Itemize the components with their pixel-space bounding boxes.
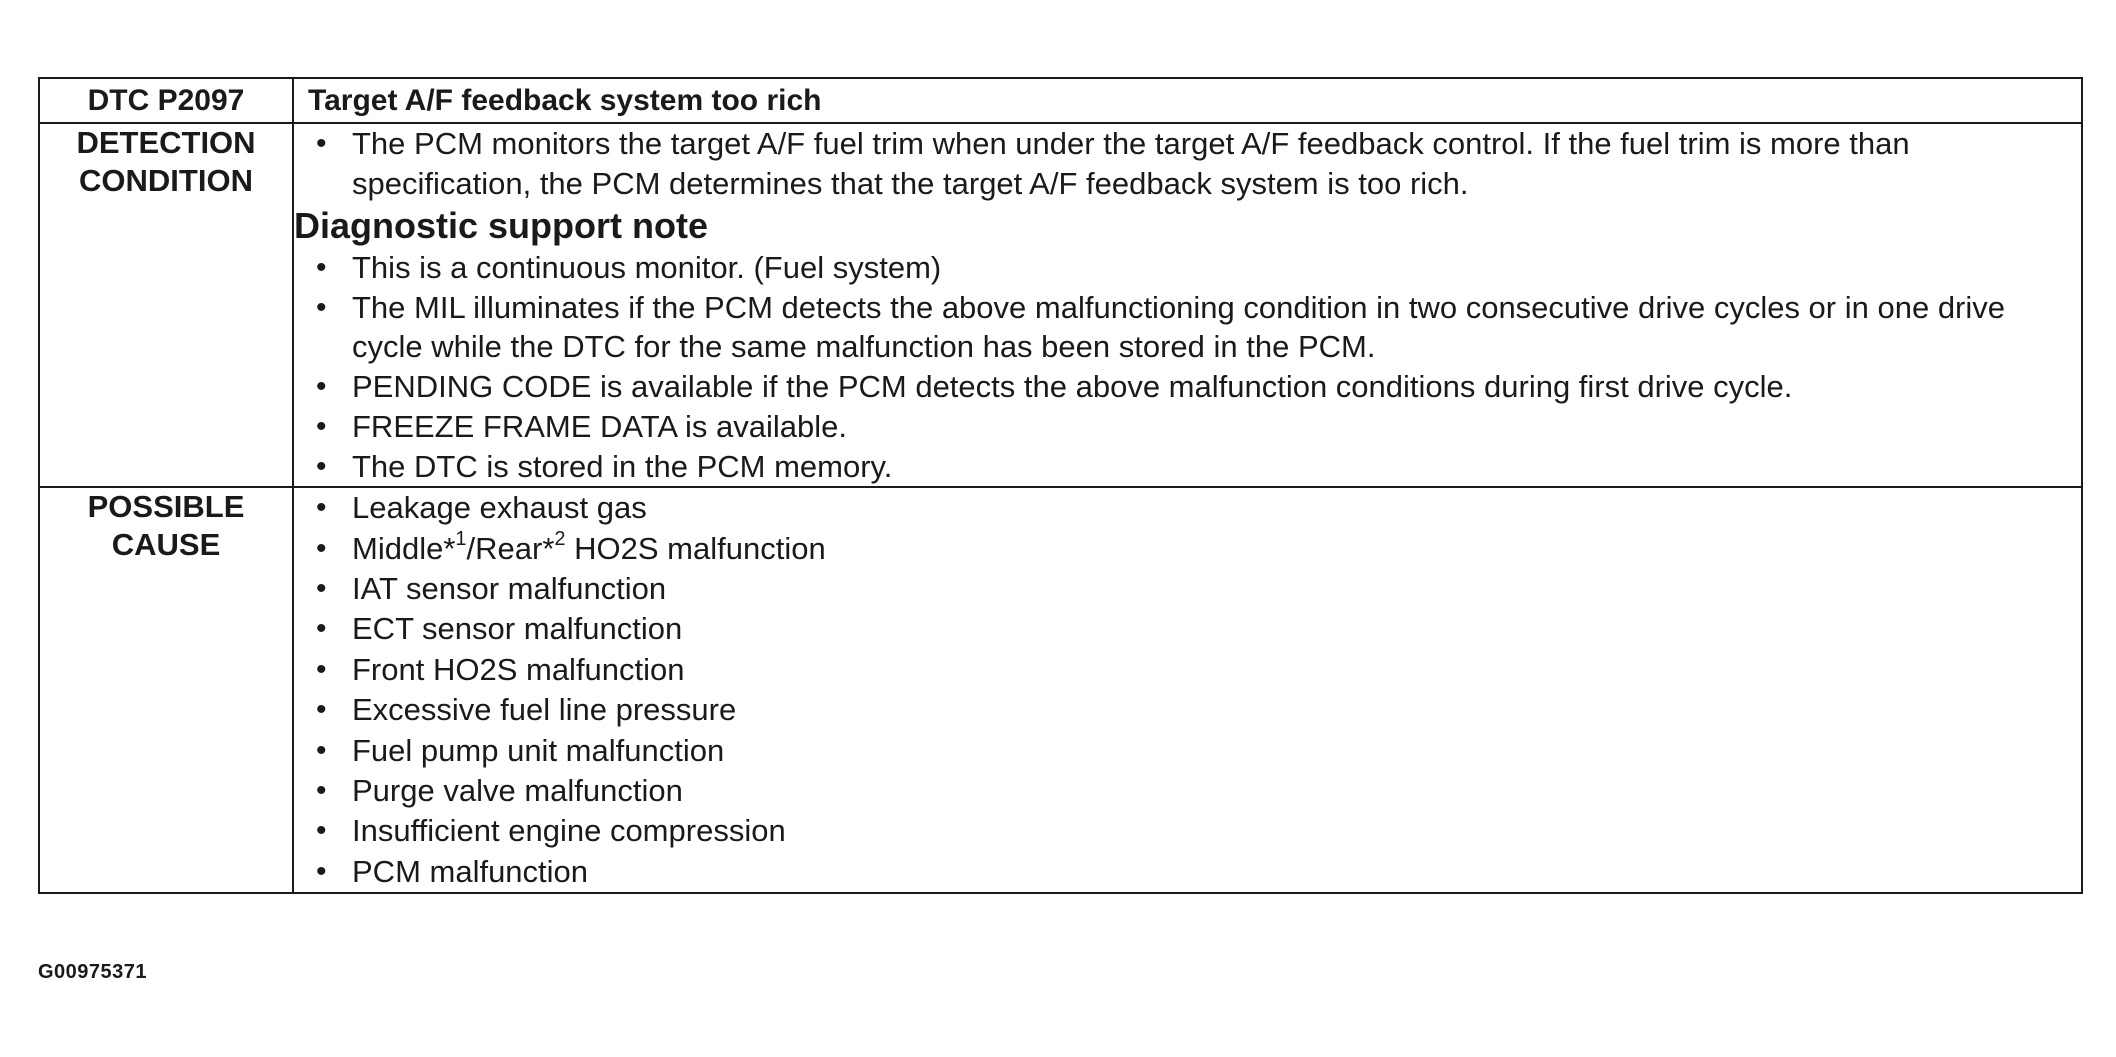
list-item: • This is a continuous monitor. (Fuel system): [294, 248, 2081, 288]
detection-intro-list: [294, 124, 2081, 204]
cause-label-line1: POSSIBLE: [87, 489, 245, 525]
list-item: • Excessive fuel line pressure: [294, 690, 2081, 730]
dtc-title: Target A/F feedback system too rich: [293, 78, 2082, 123]
footnote-2: 2: [554, 528, 566, 551]
list-item: • Leakage exhaust gas: [294, 488, 2081, 528]
list-item: • The MIL illuminates if the PCM detects the above malfunctioning condition in two consecutive drive cycles or in one drive cycle while the DTC for the same malfunction has been stored in the PCM.: [294, 288, 2081, 367]
list-item: • IAT sensor malfunction: [294, 569, 2081, 609]
list-item: • Purge valve malfunction: [294, 771, 2081, 811]
detection-label: [39, 123, 293, 487]
cause-label: [39, 487, 293, 893]
possible-cause-list: [294, 488, 2081, 892]
cause-label-line2: CAUSE: [111, 527, 221, 563]
list-item: • Front HO2S malfunction: [294, 650, 2081, 690]
document-id: G00975371: [38, 961, 148, 983]
cause-part-c: HO2S malfunction: [565, 530, 826, 566]
list-item: • Insufficient engine compression: [294, 811, 2081, 851]
cause-body: [293, 487, 2082, 893]
detection-row: [39, 123, 2082, 487]
diagnostic-support-heading: Diagnostic support note: [294, 205, 708, 246]
list-item: • The DTC is stored in the PCM memory.: [294, 447, 2081, 487]
cause-part-a: Middle*: [352, 530, 456, 566]
cause-row: [39, 487, 2082, 893]
detection-body: [293, 123, 2082, 487]
list-item: • FREEZE FRAME DATA is available.: [294, 407, 2081, 447]
list-item: • ECT sensor malfunction: [294, 609, 2081, 649]
diagnostic-note-list: [294, 248, 2081, 486]
footnote-1: 1: [455, 528, 467, 551]
header-row: [39, 78, 2082, 123]
cause-part-b: /Rear*: [466, 530, 555, 566]
list-item: • PENDING CODE is available if the PCM detects the above malfunction conditions during first drive cycle.: [294, 367, 2081, 407]
dtc-code: DTC P2097: [39, 78, 293, 123]
list-item: [294, 529, 2081, 569]
detection-label-line1: DETECTION: [76, 125, 256, 160]
list-item: • The PCM monitors the target A/F fuel trim when under the target A/F feedback control. If the fuel trim is more than specification, the PCM determines that the target A/F feedback system is too rich.: [294, 124, 2081, 204]
list-item: • PCM malfunction: [294, 852, 2081, 892]
list-item: • Fuel pump unit malfunction: [294, 731, 2081, 771]
dtc-table: [38, 77, 2083, 894]
detection-label-line2: CONDITION: [79, 163, 253, 198]
